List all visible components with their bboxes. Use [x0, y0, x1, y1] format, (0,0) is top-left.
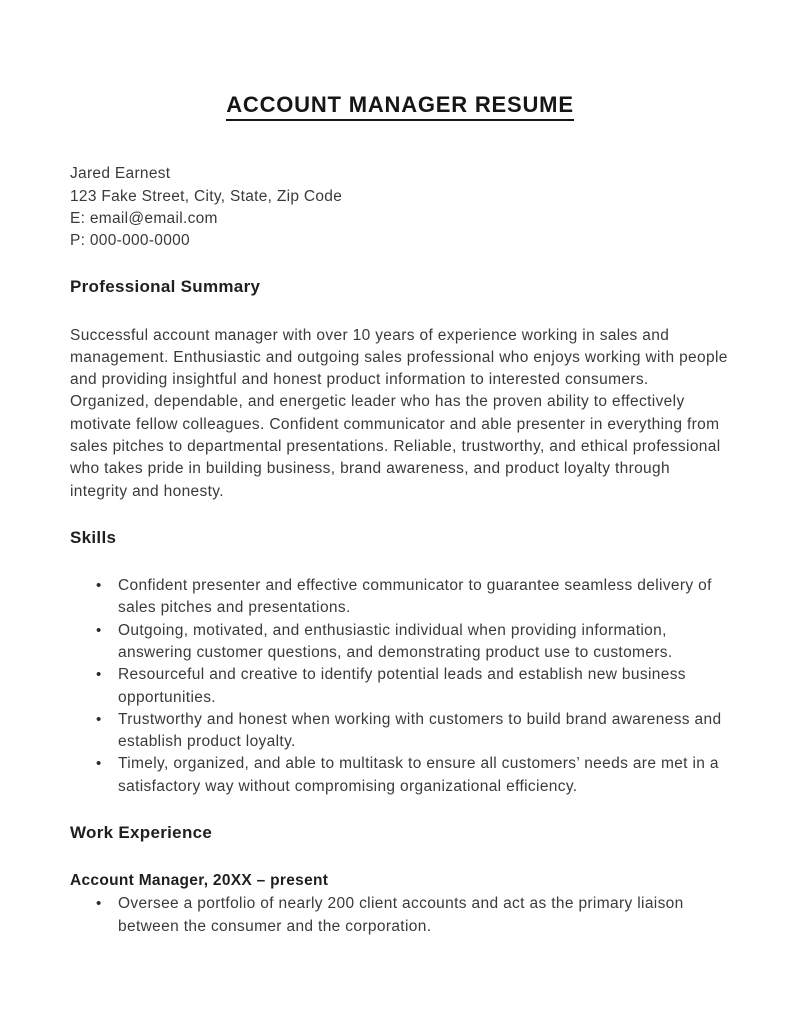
skill-item: • Confident presenter and effective communicator to guarantee seamless delivery of sales pitches and presentations. [118, 575, 730, 620]
section-work-experience [70, 822, 730, 938]
section-professional-summary [70, 276, 730, 502]
skill-item: • Trustworthy and honest when working with customers to build brand awareness and establish product loyalty. [118, 709, 730, 754]
skills-list [70, 575, 730, 798]
job-bullet-list [70, 893, 730, 938]
contact-block [70, 163, 730, 252]
job-bullet-item: • Oversee a portfolio of nearly 200 client accounts and act as the primary liaison between the consumer and the corporation. [118, 893, 730, 938]
page-title: ACCOUNT MANAGER RESUME [226, 92, 574, 121]
summary-paragraph: Successful account manager with over 10 years of experience working in sales and management. Enthusiastic and outgoing sales professional who enjoys working with people and providing insightful and honest product information to interested consumers. Organized, dependable, and energetic leader who has the proven ability to effectively motivate fellow colleagues. Confident communicator and able presenter in everything from sales pitches to departmental presentations. Reliable, trustworthy, and ethical professional who takes pride in building business, brand awareness, and product loyalty through integrity and honesty. [70, 326, 728, 500]
section-skills [70, 527, 730, 798]
contact-email: E: email@email.com [70, 209, 218, 227]
section-heading-skills: Skills [70, 527, 117, 547]
contact-address: 123 Fake Street, City, State, Zip Code [70, 187, 343, 205]
skill-item: • Outgoing, motivated, and enthusiastic individual when providing information, answering customer questions, and demonstrating product use to customers. [118, 620, 730, 665]
contact-name: Jared Earnest [70, 165, 171, 183]
section-heading-professional-summary: Professional Summary [70, 277, 261, 297]
job-title: Account Manager, 20XX – present [70, 872, 329, 890]
contact-phone: P: 000-000-0000 [70, 232, 190, 250]
skill-item: • Timely, organized, and able to multitask to ensure all customers’ needs are met in a satisfactory way without compromising organizational efficiency. [118, 753, 730, 798]
title-row [70, 92, 730, 121]
skill-item: • Resourceful and creative to identify potential leads and establish new business opportunities. [118, 664, 730, 709]
section-heading-work-experience: Work Experience [70, 823, 213, 843]
